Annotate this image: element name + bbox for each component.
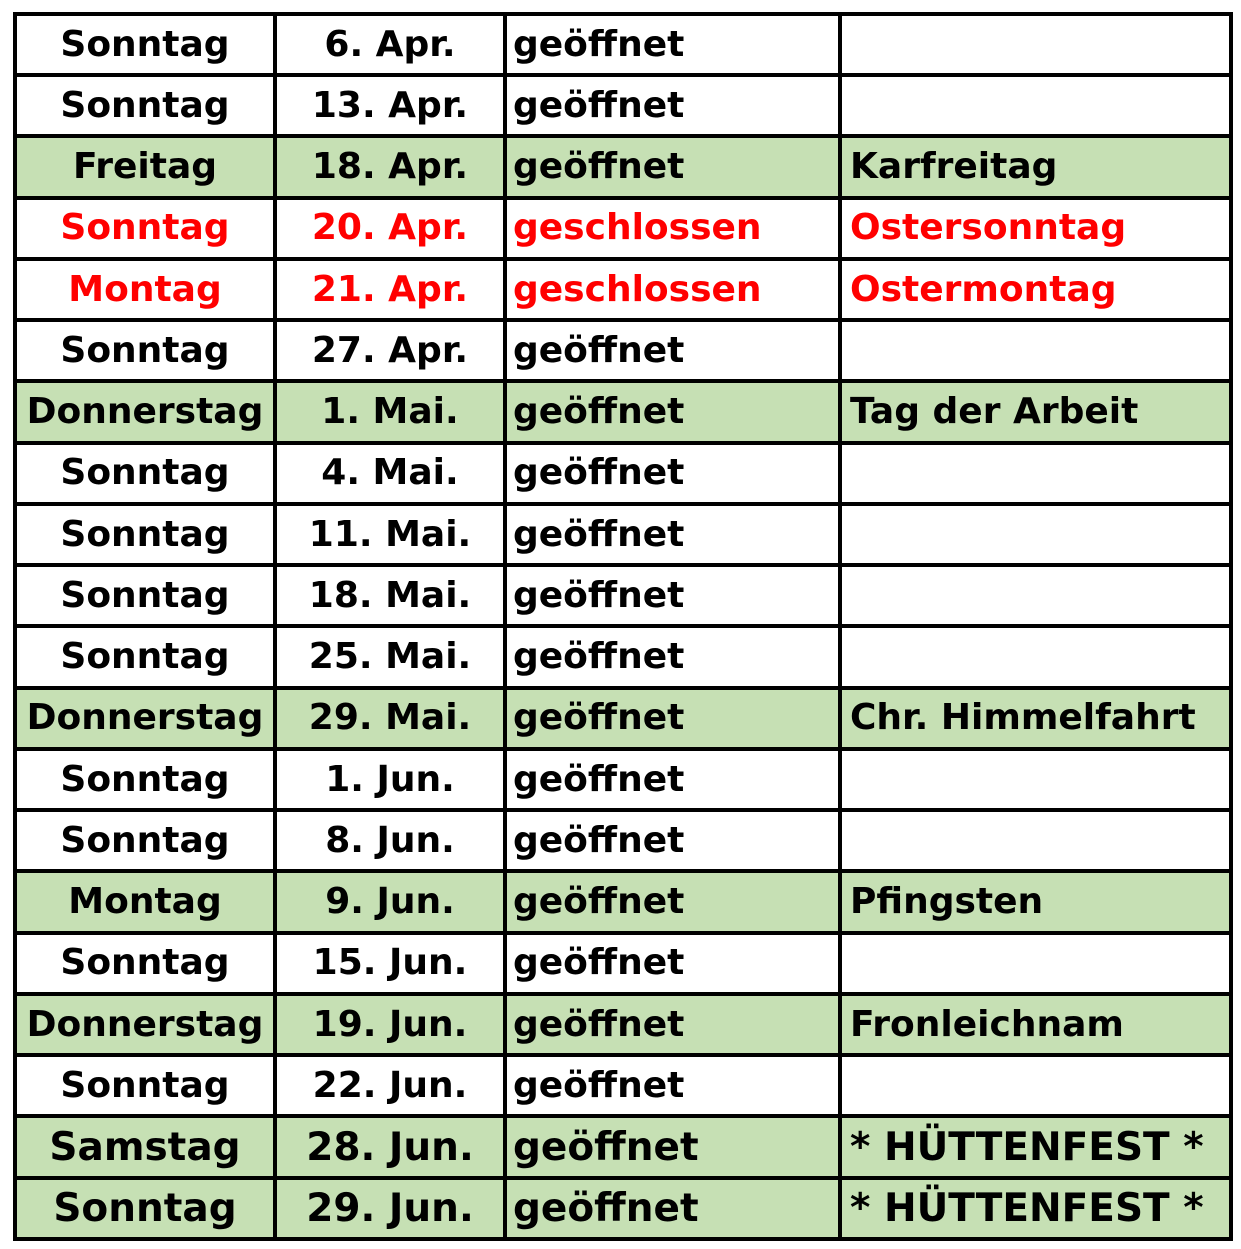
note-cell: Ostersonntag — [840, 198, 1229, 259]
day-cell: Donnerstag — [17, 688, 275, 749]
note-cell — [840, 75, 1229, 136]
date-cell: 20. Apr. — [275, 198, 505, 259]
status-cell: geöffnet — [505, 933, 840, 994]
day-cell: Sonntag — [17, 933, 275, 994]
status-cell: geöffnet — [505, 381, 840, 442]
note-cell — [840, 933, 1229, 994]
day-cell: Sonntag — [17, 320, 275, 381]
note-cell — [840, 504, 1229, 565]
schedule-body — [17, 16, 1229, 1237]
day-cell: Sonntag — [17, 75, 275, 136]
day-cell: Sonntag — [17, 1055, 275, 1116]
day-cell: Montag — [17, 259, 275, 320]
date-cell: 11. Mai. — [275, 504, 505, 565]
status-cell: geöffnet — [505, 749, 840, 810]
date-cell: 29. Jun. — [275, 1178, 505, 1237]
day-cell: Sonntag — [17, 198, 275, 259]
day-cell: Sonntag — [17, 1178, 275, 1237]
day-cell: Donnerstag — [17, 381, 275, 442]
note-cell — [840, 320, 1229, 381]
day-cell: Montag — [17, 871, 275, 932]
day-cell: Sonntag — [17, 565, 275, 626]
date-cell: 9. Jun. — [275, 871, 505, 932]
status-cell: geöffnet — [505, 320, 840, 381]
schedule-table — [17, 16, 1229, 1237]
note-cell — [840, 749, 1229, 810]
status-cell: geöffnet — [505, 626, 840, 687]
date-cell: 27. Apr. — [275, 320, 505, 381]
day-cell: Sonntag — [17, 504, 275, 565]
status-cell: geöffnet — [505, 1055, 840, 1116]
day-cell: Samstag — [17, 1116, 275, 1177]
date-cell: 8. Jun. — [275, 810, 505, 871]
status-cell: geschlossen — [505, 198, 840, 259]
date-cell: 6. Apr. — [275, 16, 505, 75]
note-cell — [840, 1055, 1229, 1116]
note-cell — [840, 565, 1229, 626]
date-cell: 21. Apr. — [275, 259, 505, 320]
status-cell: geöffnet — [505, 565, 840, 626]
date-cell: 22. Jun. — [275, 1055, 505, 1116]
date-cell: 25. Mai. — [275, 626, 505, 687]
note-cell: Fronleichnam — [840, 994, 1229, 1055]
status-cell: geöffnet — [505, 1116, 840, 1177]
date-cell: 4. Mai. — [275, 443, 505, 504]
status-cell: geöffnet — [505, 16, 840, 75]
status-cell: geöffnet — [505, 688, 840, 749]
day-cell: Sonntag — [17, 626, 275, 687]
day-cell: Sonntag — [17, 810, 275, 871]
note-cell: * HÜTTENFEST * — [840, 1116, 1229, 1177]
date-cell: 1. Mai. — [275, 381, 505, 442]
date-cell: 29. Mai. — [275, 688, 505, 749]
date-cell: 18. Apr. — [275, 136, 505, 197]
status-cell: geöffnet — [505, 994, 840, 1055]
day-cell: Donnerstag — [17, 994, 275, 1055]
date-cell: 18. Mai. — [275, 565, 505, 626]
day-cell: Freitag — [17, 136, 275, 197]
status-cell: geöffnet — [505, 810, 840, 871]
status-cell: geöffnet — [505, 136, 840, 197]
status-cell: geöffnet — [505, 1178, 840, 1237]
date-cell: 28. Jun. — [275, 1116, 505, 1177]
day-cell: Sonntag — [17, 443, 275, 504]
date-cell: 13. Apr. — [275, 75, 505, 136]
note-cell: Tag der Arbeit — [840, 381, 1229, 442]
note-cell: * HÜTTENFEST * — [840, 1178, 1229, 1237]
note-cell: Karfreitag — [840, 136, 1229, 197]
day-cell: Sonntag — [17, 749, 275, 810]
status-cell: geöffnet — [505, 871, 840, 932]
note-cell — [840, 626, 1229, 687]
date-cell: 1. Jun. — [275, 749, 505, 810]
note-cell: Pfingsten — [840, 871, 1229, 932]
date-cell: 19. Jun. — [275, 994, 505, 1055]
day-cell: Sonntag — [17, 16, 275, 75]
status-cell: geschlossen — [505, 259, 840, 320]
note-cell — [840, 16, 1229, 75]
status-cell: geöffnet — [505, 75, 840, 136]
note-cell — [840, 443, 1229, 504]
note-cell: Ostermontag — [840, 259, 1229, 320]
opening-schedule — [13, 12, 1233, 1241]
note-cell — [840, 810, 1229, 871]
status-cell: geöffnet — [505, 443, 840, 504]
note-cell: Chr. Himmelfahrt — [840, 688, 1229, 749]
status-cell: geöffnet — [505, 504, 840, 565]
date-cell: 15. Jun. — [275, 933, 505, 994]
